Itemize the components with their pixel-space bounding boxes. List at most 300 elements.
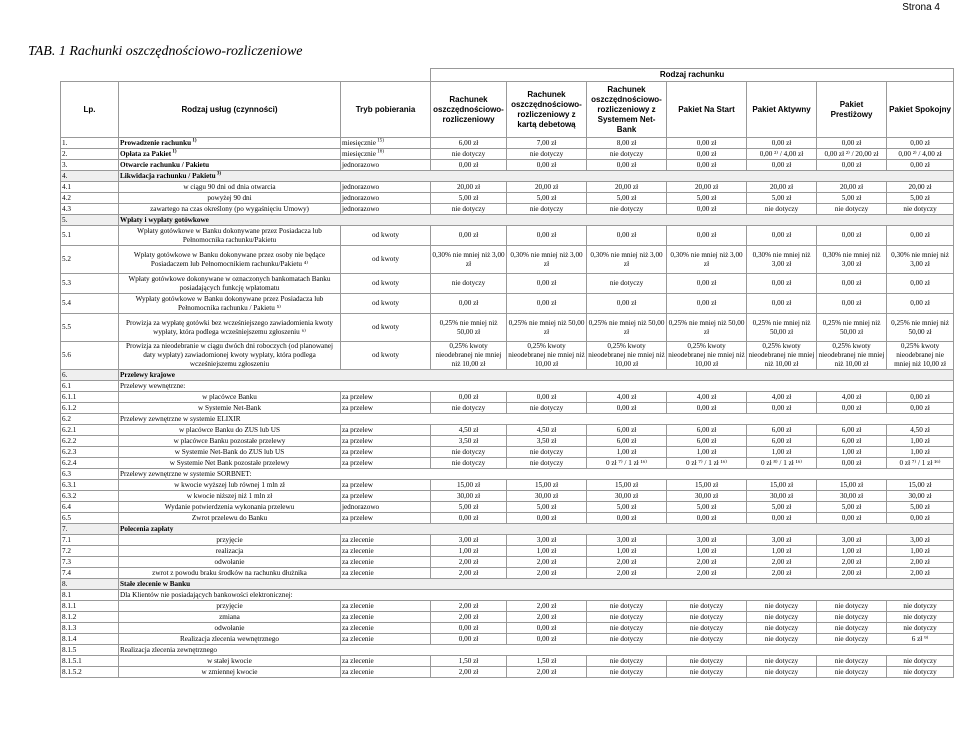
fee-value: 20,00 zł (667, 182, 747, 193)
table-row (61, 274, 954, 294)
fee-value: nie dotyczy (431, 274, 507, 294)
table-row (61, 502, 954, 513)
fee-value: 0 zł ⁷⁾ / 1 zł ¹⁶⁾ (667, 458, 747, 469)
cell-text: w kwocie wyższej lub równej 1 mln zł (174, 480, 285, 489)
row-number: 4.1 (61, 182, 119, 193)
service-name (119, 447, 341, 458)
fee-value: 1,00 zł (587, 447, 667, 458)
fee-value: 2,00 zł (587, 557, 667, 568)
fee-value: 0 zł ⁸⁾ / 1 zł ¹⁶⁾ (747, 458, 817, 469)
row-number: 8.1.5 (61, 645, 119, 656)
fee-value: nie dotyczy (667, 634, 747, 645)
fee-value: 0,00 zł (747, 274, 817, 294)
charge-mode (341, 436, 431, 447)
fee-value: 0 zł ⁷⁾ / 1 zł ¹⁶⁾ (887, 458, 954, 469)
fee-value: 3,00 zł (507, 535, 587, 546)
cell-text: jednorazowo (342, 182, 380, 191)
fee-value: nie dotyczy (507, 458, 587, 469)
footnote-mark: 3) (215, 171, 222, 177)
service-name (119, 667, 341, 678)
cell-text: za zlecenie (342, 634, 374, 643)
charge-mode (341, 314, 431, 342)
charge-mode (341, 246, 431, 274)
cell-text: od kwoty (372, 299, 399, 307)
header-col-2: Rachunek oszczędnościowo-rozliczeniowy z kartą debetową (507, 82, 587, 138)
charge-mode (341, 226, 431, 246)
fee-value: nie dotyczy (587, 667, 667, 678)
fee-value: 1,00 zł (747, 546, 817, 557)
fee-value: 0,25% nie mniej niż 50,00 zł (507, 314, 587, 342)
fee-value: 4,00 zł (817, 392, 887, 403)
table-row (61, 226, 954, 246)
fee-value: 1,50 zł (507, 656, 587, 667)
row-number: 6.2.3 (61, 447, 119, 458)
fee-value: 5,00 zł (887, 502, 954, 513)
fee-value: 0,00 ²⁾ / 4,00 zł (747, 149, 817, 160)
cell-text: realizacja (215, 546, 244, 555)
row-number: 6.5 (61, 513, 119, 524)
service-name (119, 491, 341, 502)
charge-mode (341, 601, 431, 612)
fee-value: 0,00 zł (507, 513, 587, 524)
table-row (61, 557, 954, 568)
table-row (61, 601, 954, 612)
service-name (119, 294, 341, 314)
fee-value: 1,00 zł (817, 546, 887, 557)
fee-value: 0,00 zł (507, 226, 587, 246)
table-row (61, 182, 954, 193)
fee-value: 0,00 zł (887, 226, 954, 246)
fee-value: 0,00 zł (431, 513, 507, 524)
fee-value: 1,00 zł (667, 546, 747, 557)
fee-value: 30,00 zł (747, 491, 817, 502)
fee-value: 0,00 zł (667, 274, 747, 294)
fee-value: 5,00 zł (587, 502, 667, 513)
cell-text: Opłata za Pakiet (120, 149, 172, 158)
service-name (119, 601, 341, 612)
row-number: 6.2.2 (61, 436, 119, 447)
fee-value: nie dotyczy (667, 623, 747, 634)
section-title (119, 579, 954, 590)
fee-value: 4,50 zł (887, 425, 954, 436)
fee-value: 0,00 zł (431, 160, 507, 171)
table-row (61, 171, 954, 182)
cell-text: jednorazowo (342, 204, 380, 213)
fee-value: 15,00 zł (587, 480, 667, 491)
fee-value: 0,00 zł (747, 138, 817, 149)
fee-value: 1,00 zł (507, 546, 587, 557)
fee-value: 5,00 zł (587, 193, 667, 204)
row-number: 8.1.2 (61, 612, 119, 623)
fee-value: 4,50 zł (431, 425, 507, 436)
fee-value: 0,00 zł (587, 403, 667, 414)
fee-value: nie dotyczy (747, 656, 817, 667)
row-number: 7.1 (61, 535, 119, 546)
service-name (119, 314, 341, 342)
service-name (119, 568, 341, 579)
fee-table-body (61, 138, 954, 678)
fee-value: 0,00 zł (667, 403, 747, 414)
fee-value: 3,00 zł (817, 535, 887, 546)
section-title (119, 215, 954, 226)
service-name (119, 557, 341, 568)
fee-value: 5,00 zł (431, 502, 507, 513)
row-number: 6.2.1 (61, 425, 119, 436)
service-name (119, 226, 341, 246)
fee-value: 1,00 zł (887, 447, 954, 458)
row-number: 6.3 (61, 469, 119, 480)
cell-text: Polecenia zapłaty (120, 524, 174, 533)
header-group: Rodzaj rachunku (431, 69, 954, 82)
charge-mode (341, 634, 431, 645)
header-col-5: Pakiet Aktywny (747, 82, 817, 138)
service-name (119, 204, 341, 215)
service-name (119, 546, 341, 557)
service-name (119, 458, 341, 469)
cell-text: Wpłaty gotówkowe w Banku dokonywane przez osoby nie będące Posiadaczem lub Pełnomocnikiem rachunku/Pakietu ⁴⁾ (133, 250, 326, 268)
fee-value: 2,00 zł (507, 667, 587, 678)
header-col-3: Rachunek oszczędnościowo-rozliczeniowy z Systemem Net-Bank (587, 82, 667, 138)
fee-value: 0,25% kwoty nieodebranej nie mniej niż 10,00 zł (508, 342, 585, 368)
fee-value: 30,00 zł (667, 491, 747, 502)
row-number: 1. (61, 138, 119, 149)
cell-text: jednorazowo (342, 502, 380, 511)
cell-text: miesięcznie (342, 149, 376, 158)
group-title: Dla Klientów nie posiadających bankowości elektronicznej: (119, 590, 954, 601)
fee-value: 0,00 zł (747, 226, 817, 246)
fee-value: 20,00 zł (431, 182, 507, 193)
cell-text: od kwoty (372, 279, 399, 287)
cell-text: odwołanie (214, 623, 245, 632)
cell-text: za zlecenie (342, 667, 374, 676)
fee-value: 5,00 zł (817, 502, 887, 513)
header-service: Rodzaj usług (czynności) (119, 82, 341, 138)
fee-value: 0,00 zł (747, 403, 817, 414)
table-row (61, 667, 954, 678)
cell-text: w zmiennej kwocie (201, 667, 258, 676)
table-row (61, 491, 954, 502)
fee-value: 6,00 zł (667, 436, 747, 447)
fee-value: 0 zł ⁷⁾ / 1 zł ¹⁶⁾ (587, 458, 667, 469)
group-title: Realizacja zlecenia zewnętrznego (119, 645, 954, 656)
table-row (61, 149, 954, 160)
fee-value: 5,00 zł (507, 193, 587, 204)
fee-value: 30,00 zł (507, 491, 587, 502)
charge-mode (341, 502, 431, 513)
service-name (119, 656, 341, 667)
row-number: 8. (61, 579, 119, 590)
fee-value: 0,00 zł (747, 513, 817, 524)
fee-value: 30,00 zł (817, 491, 887, 502)
fee-value: 3,50 zł (507, 436, 587, 447)
cell-text: w stałej kwocie (207, 656, 252, 665)
fee-value: nie dotyczy (887, 601, 954, 612)
cell-text: za przelew (342, 436, 373, 445)
fee-value: 0,00 zł (887, 392, 954, 403)
page-number: Strona 4 (902, 2, 940, 13)
fee-value: 0,25% kwoty nieodebranej nie mniej niż 10,00 zł (431, 342, 507, 370)
cell-text: Realizacja zlecenia wewnętrznego (180, 634, 279, 643)
table-row (61, 458, 954, 469)
table-row (61, 381, 954, 392)
service-name (119, 436, 341, 447)
row-number: 7.2 (61, 546, 119, 557)
table-row (61, 447, 954, 458)
row-number: 8.1.3 (61, 623, 119, 634)
fee-value: nie dotyczy (747, 204, 817, 215)
charge-mode (341, 557, 431, 568)
fee-value: nie dotyczy (747, 623, 817, 634)
cell-text: w Systemie Net-Bank (197, 403, 262, 412)
cell-text: w Systemie Net Bank pozostałe przelewy (169, 458, 290, 467)
row-number: 8.1 (61, 590, 119, 601)
fee-value: nie dotyczy (587, 634, 667, 645)
fee-value: 0,30% nie mniej niż 3,00 zł (887, 246, 954, 274)
cell-text: Likwidacja rachunku / Pakietu (120, 171, 216, 180)
fee-value: 4,00 zł (667, 392, 747, 403)
fee-value: 0,25% nie mniej niż 50,00 zł (587, 314, 667, 342)
service-name (119, 623, 341, 634)
fee-value: 0,00 zł (587, 294, 667, 314)
cell-text: za zlecenie (342, 535, 374, 544)
service-name (119, 480, 341, 491)
fee-value: 0,00 zł (887, 403, 954, 414)
table-row (61, 535, 954, 546)
fee-value: nie dotyczy (817, 656, 887, 667)
table-row (61, 623, 954, 634)
fee-value: 2,00 zł (817, 557, 887, 568)
fee-value: 0,25% kwoty nieodebranej nie mniej niż 10,00 zł (887, 342, 954, 370)
fee-value: 0,30% nie mniej niż 3,00 zł (587, 246, 667, 274)
fee-value: 20,00 zł (817, 182, 887, 193)
fee-value: 0,00 ²⁾ / 4,00 zł (887, 149, 954, 160)
fee-value: 15,00 zł (507, 480, 587, 491)
charge-mode (341, 342, 431, 370)
fee-value: 0,00 zł (431, 226, 507, 246)
fee-value: 4,50 zł (507, 425, 587, 436)
section-title (119, 171, 954, 182)
fee-value: nie dotyczy (667, 656, 747, 667)
fee-value: 6,00 zł (587, 425, 667, 436)
fee-value: 30,00 zł (587, 491, 667, 502)
cell-text: przyjęcie (216, 535, 243, 544)
fee-value: 2,00 zł (817, 568, 887, 579)
service-name (119, 513, 341, 524)
table-row (61, 425, 954, 436)
charge-mode (341, 656, 431, 667)
fee-value: nie dotyczy (431, 149, 507, 160)
fee-value: 0,00 zł (747, 294, 817, 314)
fee-value: 20,00 zł (887, 182, 954, 193)
cell-text: Wpłaty gotówkowe w Banku dokonywane przez Posiadacza lub Pełnomocnika rachunku/Pakietu (137, 226, 322, 244)
fee-value: 0,00 zł (667, 513, 747, 524)
fee-value: 30,00 zł (887, 491, 954, 502)
fee-value: nie dotyczy (431, 204, 507, 215)
fee-value: 0,00 zł (587, 160, 667, 171)
service-name (119, 193, 341, 204)
fee-value: 1,00 zł (587, 546, 667, 557)
charge-mode (341, 403, 431, 414)
fee-value: 0,00 zł (887, 138, 954, 149)
fee-value: 0,00 zł (507, 623, 587, 634)
fee-value: nie dotyczy (817, 623, 887, 634)
fee-value: 0,00 zł (431, 623, 507, 634)
fee-value: 0,30% nie mniej niż 3,00 zł (507, 246, 587, 274)
charge-mode (341, 535, 431, 546)
fee-value: 0,25% kwoty nieodebranej nie mniej niż 10,00 zł (747, 342, 817, 370)
service-name (119, 425, 341, 436)
fee-value: 0,00 zł (431, 294, 507, 314)
charge-mode (341, 513, 431, 524)
group-title: Przelewy wewnętrzne: (119, 381, 954, 392)
fee-value: 20,00 zł (507, 182, 587, 193)
cell-text: Wydanie potwierdzenia wykonania przelewu (164, 502, 295, 511)
fee-value: 15,00 zł (887, 480, 954, 491)
fee-value: 2,00 zł (747, 557, 817, 568)
fee-value: 0,25% nie mniej niż 50,00 zł (817, 314, 887, 342)
fee-value: 2,00 zł (507, 601, 587, 612)
fee-value: 5,00 zł (431, 193, 507, 204)
fee-value: 4,00 zł (587, 392, 667, 403)
fee-value: 5,00 zł (667, 193, 747, 204)
fee-value: nie dotyczy (887, 623, 954, 634)
cell-text: jednorazowo (342, 160, 380, 169)
fee-value: 15,00 zł (817, 480, 887, 491)
cell-text: zmiana (219, 612, 240, 621)
fee-value: 0,25% kwoty nieodebranej nie mniej niż 10,00 zł (588, 342, 665, 368)
fee-value: 2,00 zł (887, 568, 954, 579)
fee-value: 6,00 zł (747, 436, 817, 447)
service-name (119, 612, 341, 623)
table-title: TAB. 1 Rachunki oszczędnościowo-rozliczeniowe (28, 44, 303, 59)
fee-table (60, 68, 954, 678)
fee-value: 0,00 zł (507, 274, 587, 294)
fee-value: 0,00 zł (667, 149, 747, 160)
fee-value: 5,00 zł (887, 193, 954, 204)
fee-value: nie dotyczy (747, 601, 817, 612)
charge-mode (341, 447, 431, 458)
cell-text: za zlecenie (342, 656, 374, 665)
charge-mode (341, 294, 431, 314)
charge-mode (341, 612, 431, 623)
cell-text: za zlecenie (342, 546, 374, 555)
fee-value: 3,00 zł (747, 535, 817, 546)
cell-text: za przelew (342, 491, 373, 500)
fee-value: nie dotyczy (667, 667, 747, 678)
table-row (61, 160, 954, 171)
row-number: 6.1.1 (61, 392, 119, 403)
service-name (119, 274, 341, 294)
header-col-6: Pakiet Prestiżowy (817, 82, 887, 138)
fee-value: nie dotyczy (747, 667, 817, 678)
row-number: 6.3.2 (61, 491, 119, 502)
fee-value: nie dotyczy (431, 403, 507, 414)
cell-text: za zlecenie (342, 601, 374, 610)
fee-value: 2,00 zł (507, 612, 587, 623)
fee-value: 8,00 zł (587, 138, 667, 149)
charge-mode (341, 160, 431, 171)
row-number: 7.3 (61, 557, 119, 568)
fee-value: 20,00 zł (587, 182, 667, 193)
charge-mode (341, 138, 431, 149)
fee-value: 0,00 zł (887, 274, 954, 294)
table-row (61, 215, 954, 226)
fee-value: 6,00 zł (587, 436, 667, 447)
table-row (61, 436, 954, 447)
fee-value: 0,00 zł (667, 138, 747, 149)
fee-value: 3,00 zł (887, 535, 954, 546)
cell-text: Otwarcie rachunku / Pakietu (120, 160, 210, 169)
charge-mode (341, 193, 431, 204)
fee-value: 0,00 zł (587, 513, 667, 524)
row-number: 7.4 (61, 568, 119, 579)
cell-text: za zlecenie (342, 612, 374, 621)
row-number: 7. (61, 524, 119, 535)
fee-value: 15,00 zł (747, 480, 817, 491)
table-row (61, 469, 954, 480)
fee-value: 30,00 zł (431, 491, 507, 502)
cell-text: Zwrot przelewu do Banku (191, 513, 268, 522)
service-name (119, 392, 341, 403)
header-lp: Lp. (61, 82, 119, 138)
row-number: 6.3.1 (61, 480, 119, 491)
service-name (119, 403, 341, 414)
fee-value: 1,00 zł (667, 447, 747, 458)
fee-value: 2,00 zł (587, 568, 667, 579)
cell-text: za przelew (342, 447, 373, 456)
row-number: 6.1 (61, 381, 119, 392)
cell-text: przyjęcie (216, 601, 243, 610)
charge-mode (341, 546, 431, 557)
charge-mode (341, 425, 431, 436)
fee-value: 1,00 zł (747, 447, 817, 458)
fee-value: 0,25% nie mniej niż 50,00 zł (747, 314, 817, 342)
fee-value: 2,00 zł (431, 612, 507, 623)
fee-value: nie dotyczy (507, 149, 587, 160)
cell-text: Prowizja za nieodebranie w ciągu dwóch dni roboczych (od planowanej daty wypłaty) zawiadomionej kwoty wypłaty, która podlega wcześniejszemu zgłoszeniu (126, 342, 333, 368)
table-row (61, 513, 954, 524)
fee-value: 7,00 zł (507, 138, 587, 149)
fee-value: 5,00 zł (747, 193, 817, 204)
fee-value: nie dotyczy (587, 656, 667, 667)
row-number: 4.3 (61, 204, 119, 215)
fee-value: 6,00 zł (817, 436, 887, 447)
fee-value: nie dotyczy (507, 204, 587, 215)
fee-value: 3,00 zł (431, 535, 507, 546)
fee-value: nie dotyczy (587, 149, 667, 160)
cell-text: w ciągu 90 dni od dnia otwarcia (183, 182, 276, 191)
cell-text: za zlecenie (342, 568, 374, 577)
cell-text: za zlecenie (342, 557, 374, 566)
table-row (61, 414, 954, 425)
fee-value: 0,00 zł (747, 160, 817, 171)
fee-value: nie dotyczy (817, 634, 887, 645)
cell-text: miesięcznie (342, 138, 376, 147)
fee-value: nie dotyczy (587, 612, 667, 623)
fee-value: 6,00 zł (667, 425, 747, 436)
cell-text: zawartego na czas określony (po wygaśnięciu Umowy) (150, 204, 309, 213)
cell-text: od kwoty (372, 231, 399, 239)
fee-value: 1,00 zł (817, 447, 887, 458)
footnote-mark: 16) (375, 149, 384, 155)
fee-value: 0,00 zł (431, 392, 507, 403)
cell-text: zwrot z powodu braku środków na rachunku dłużnika (152, 568, 307, 577)
cell-text: za przelew (342, 403, 373, 412)
charge-mode (341, 392, 431, 403)
fee-value: 6 zł ⁹⁾ (887, 634, 954, 645)
fee-value: nie dotyczy (587, 274, 667, 294)
fee-value: 0,00 zł (667, 204, 747, 215)
